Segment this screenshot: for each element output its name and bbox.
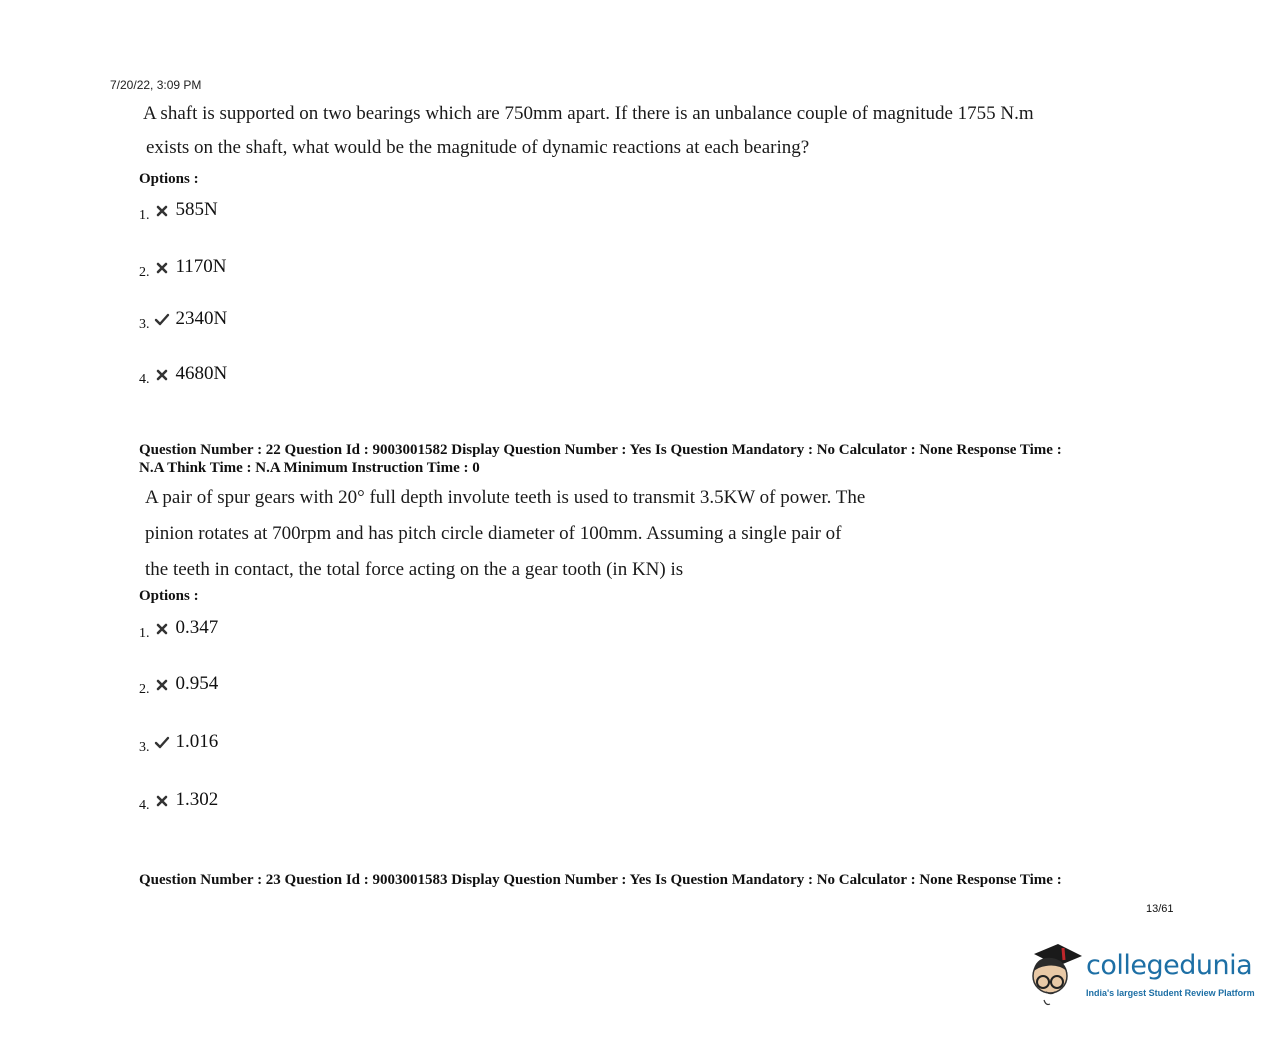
q22-text-line3: the teeth in contact, the total force acting on the a gear tooth (in KN) is bbox=[145, 559, 684, 580]
q22-option-4 bbox=[139, 789, 218, 811]
option-number: 2. bbox=[139, 682, 150, 697]
q21-option-2 bbox=[139, 256, 227, 278]
option-value: 1.016 bbox=[175, 731, 219, 752]
q21-option-4 bbox=[139, 363, 227, 385]
q23-meta-line1: Question Number : 23 Question Id : 9003001583 Display Question Number : Yes Is Question Mandatory : No Calculator : None Response Time : bbox=[139, 872, 1062, 888]
option-value: 585N bbox=[175, 199, 218, 220]
page-number: 13/61 bbox=[1146, 903, 1174, 915]
option-number: 1. bbox=[139, 626, 150, 641]
option-number: 3. bbox=[139, 740, 150, 755]
q22-options-label: Options : bbox=[139, 588, 199, 604]
cross-icon bbox=[154, 367, 170, 383]
collegedunia-logo bbox=[1024, 938, 1260, 1008]
option-number: 3. bbox=[139, 317, 150, 332]
q22-text-line2: pinion rotates at 700rpm and has pitch circle diameter of 100mm. Assuming a single pair of bbox=[145, 523, 842, 544]
cross-icon bbox=[154, 203, 170, 219]
option-number: 4. bbox=[139, 798, 150, 813]
q22-option-3 bbox=[139, 731, 218, 753]
option-value: 0.347 bbox=[175, 617, 219, 638]
logo-name: collegedunia bbox=[1086, 950, 1253, 981]
q22-meta-line1: Question Number : 22 Question Id : 9003001582 Display Question Number : Yes Is Question Mandatory : No Calculator : None Response Time : bbox=[139, 442, 1062, 458]
check-icon bbox=[154, 735, 170, 751]
option-number: 1. bbox=[139, 208, 150, 223]
q22-option-1 bbox=[139, 617, 218, 639]
q21-text-line2: exists on the shaft, what would be the magnitude of dynamic reactions at each bearing? bbox=[146, 137, 810, 158]
cross-icon bbox=[154, 677, 170, 693]
option-value: 0.954 bbox=[175, 673, 219, 694]
q21-option-3 bbox=[139, 308, 227, 330]
option-number: 2. bbox=[139, 265, 150, 280]
option-value: 1.302 bbox=[175, 789, 219, 810]
cross-icon bbox=[154, 260, 170, 276]
logo-tagline: India's largest Student Review Platform bbox=[1086, 988, 1255, 998]
q22-text-line1: A pair of spur gears with 20° full depth involute teeth is used to transmit 3.5KW of power. The bbox=[145, 487, 866, 508]
option-number: 4. bbox=[139, 372, 150, 387]
q22-meta-line2: N.A Think Time : N.A Minimum Instruction Time : 0 bbox=[139, 460, 480, 476]
q22-option-2 bbox=[139, 673, 218, 695]
check-icon bbox=[154, 312, 170, 328]
q21-text-line1: A shaft is supported on two bearings which are 750mm apart. If there is an unbalance couple of magnitude 1755 N.m bbox=[143, 103, 1034, 124]
print-timestamp: 7/20/22, 3:09 PM bbox=[110, 78, 202, 92]
q21-option-1 bbox=[139, 199, 218, 221]
cross-icon bbox=[154, 621, 170, 637]
option-value: 1170N bbox=[175, 256, 227, 277]
option-value: 4680N bbox=[175, 363, 228, 384]
mascot-icon bbox=[1024, 938, 1084, 1008]
cross-icon bbox=[154, 793, 170, 809]
option-value: 2340N bbox=[175, 308, 228, 329]
q21-options-label: Options : bbox=[139, 171, 199, 187]
